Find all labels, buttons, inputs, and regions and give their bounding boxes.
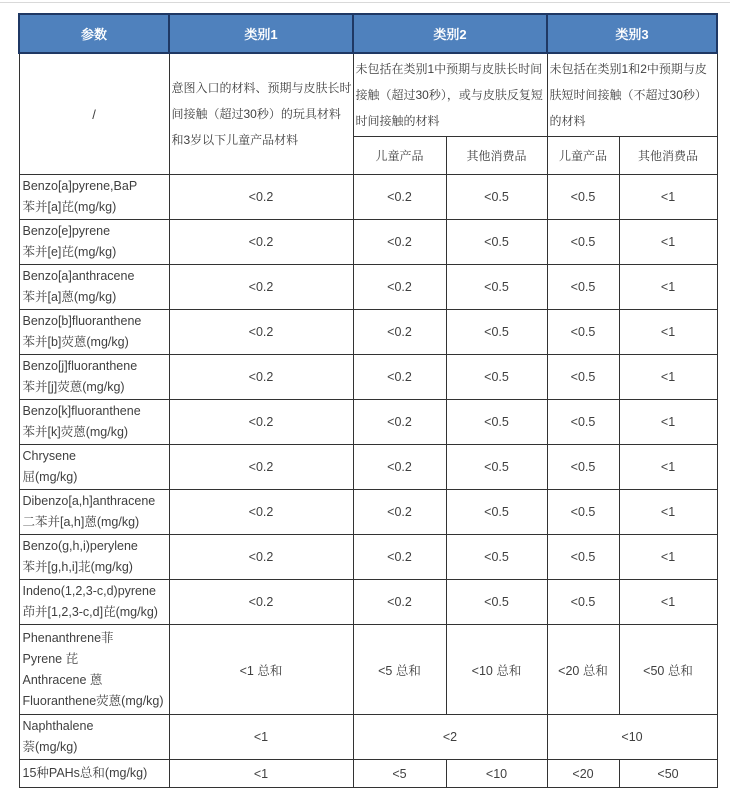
compound-name-cell xyxy=(19,760,169,788)
limit-value-cell: <5 xyxy=(353,760,446,788)
compound-name-line: Benzo[a]pyrene,BaP xyxy=(22,179,138,193)
header-category-3: 类别3 xyxy=(547,14,717,53)
compound-name-line: 二苯并[a,h]蒽(mg/kg) xyxy=(22,515,140,529)
compound-name-cell xyxy=(19,400,169,445)
compound-name-line: 苯并[a]蒽(mg/kg) xyxy=(22,290,117,304)
limit-value-cell: <1 总和 xyxy=(169,625,353,715)
limit-value-cell: <0.5 xyxy=(446,265,547,310)
limit-value-cell: <0.2 xyxy=(169,310,353,355)
limit-value-cell: <1 xyxy=(169,715,353,760)
limit-value-cell: <0.2 xyxy=(169,580,353,625)
compound-name-cell xyxy=(19,715,169,760)
limit-value-cell: <0.5 xyxy=(547,535,619,580)
top-divider xyxy=(0,2,730,3)
limit-value-cell: <0.5 xyxy=(547,310,619,355)
limit-value-cell: <5 总和 xyxy=(353,625,446,715)
category-3-description: 未包括在类别1和2中预期与皮肤短时间接触（不超过30秒）的材料 xyxy=(547,53,717,137)
limit-value-cell: <0.2 xyxy=(169,535,353,580)
table-row xyxy=(19,310,717,355)
limit-value-cell: <0.5 xyxy=(446,400,547,445)
table-row xyxy=(19,535,717,580)
limit-value-cell: <0.2 xyxy=(353,535,446,580)
compound-name-line: Benzo(g,h,i)perylene xyxy=(22,539,138,553)
limit-value-cell: <0.2 xyxy=(169,175,353,220)
compound-name-line: 苯并[k]荧蒽(mg/kg) xyxy=(22,425,129,439)
compound-name-line: 苯并[g,h,i]苝(mg/kg) xyxy=(22,560,133,574)
compound-name-line: 萘(mg/kg) xyxy=(22,740,78,754)
compound-name-cell xyxy=(19,445,169,490)
limit-value-cell: <20 总和 xyxy=(547,625,619,715)
compound-name-line: Dibenzo[a,h]anthracene xyxy=(22,494,156,508)
limit-value-cell: <0.2 xyxy=(169,265,353,310)
limit-value-cell: <0.5 xyxy=(547,445,619,490)
compound-name-cell xyxy=(19,535,169,580)
header-row xyxy=(19,14,717,53)
subheader-children-products-cat2: 儿童产品 xyxy=(353,137,446,175)
pah-limits-table xyxy=(18,13,718,788)
header-param: 参数 xyxy=(19,14,169,53)
limit-value-cell: <1 xyxy=(619,400,717,445)
table-row xyxy=(19,715,717,760)
limit-value-cell: <0.5 xyxy=(547,265,619,310)
limit-value-cell: <0.2 xyxy=(169,220,353,265)
limit-value-cell: <1 xyxy=(169,760,353,788)
subheader-other-consumer-cat3: 其他消费品 xyxy=(619,137,717,175)
limit-value-cell: <0.5 xyxy=(446,535,547,580)
table-row xyxy=(19,175,717,220)
limit-value-cell: <0.2 xyxy=(353,310,446,355)
limit-value-cell: <0.2 xyxy=(169,490,353,535)
limit-value-cell: <0.2 xyxy=(353,580,446,625)
compound-name-line: Benzo[b]fluoranthene xyxy=(22,314,142,328)
compound-name-line: Fluoranthene荧蒽(mg/kg) xyxy=(22,693,164,708)
table-row xyxy=(19,400,717,445)
limit-value-cell: <1 xyxy=(619,220,717,265)
limit-value-cell: <1 xyxy=(619,580,717,625)
table-row xyxy=(19,220,717,265)
limit-value-cell: <10 xyxy=(547,715,717,760)
limit-value-cell: <0.5 xyxy=(547,220,619,265)
limit-value-cell: <0.5 xyxy=(547,400,619,445)
compound-name-cell xyxy=(19,310,169,355)
compound-name-cell xyxy=(19,625,169,715)
compound-name-line: Chrysene xyxy=(22,449,76,463)
limit-value-cell: <10 xyxy=(446,760,547,788)
limit-value-cell: <1 xyxy=(619,175,717,220)
limit-value-cell: <50 xyxy=(619,760,717,788)
compound-name-line: Benzo[k]fluoranthene xyxy=(22,404,141,418)
compound-name-line: Benzo[a]anthracene xyxy=(22,269,135,283)
limit-value-cell: <1 xyxy=(619,445,717,490)
limit-value-cell: <0.5 xyxy=(446,175,547,220)
table-row xyxy=(19,265,717,310)
limit-value-cell: <0.2 xyxy=(169,400,353,445)
limit-value-cell: <0.2 xyxy=(353,490,446,535)
compound-name-line: 茚并[1,2,3-c,d]芘(mg/kg) xyxy=(22,605,158,619)
table-row xyxy=(19,625,717,715)
limit-value-cell: <0.2 xyxy=(169,355,353,400)
param-placeholder: / xyxy=(19,53,169,175)
compound-name-cell xyxy=(19,175,169,220)
compound-name-line: Phenanthrene菲 xyxy=(22,630,114,645)
limit-value-cell: <1 xyxy=(619,535,717,580)
limit-value-cell: <10 总和 xyxy=(446,625,547,715)
limit-value-cell: <0.5 xyxy=(547,355,619,400)
limit-value-cell: <0.5 xyxy=(446,490,547,535)
limit-value-cell: <0.5 xyxy=(446,445,547,490)
subheader-children-products-cat3: 儿童产品 xyxy=(547,137,619,175)
limit-value-cell: <0.5 xyxy=(446,580,547,625)
limit-value-cell: <1 xyxy=(619,355,717,400)
table-row xyxy=(19,445,717,490)
category-2-description: 未包括在类别1中预期与皮肤长时间接触（超过30秒），或与皮肤反复短时间接触的材料 xyxy=(353,53,547,137)
subheader-other-consumer-cat2: 其他消费品 xyxy=(446,137,547,175)
limit-value-cell: <1 xyxy=(619,490,717,535)
compound-name-cell xyxy=(19,265,169,310)
compound-name-cell xyxy=(19,490,169,535)
limit-value-cell: <0.2 xyxy=(353,445,446,490)
limit-value-cell: <1 xyxy=(619,310,717,355)
limit-value-cell: <0.2 xyxy=(169,445,353,490)
compound-name-line: Pyrene 芘 xyxy=(22,651,79,666)
table-row xyxy=(19,490,717,535)
table-row xyxy=(19,580,717,625)
limit-value-cell: <0.5 xyxy=(547,175,619,220)
limit-value-cell: <0.5 xyxy=(547,490,619,535)
table-row xyxy=(19,355,717,400)
limit-value-cell: <0.2 xyxy=(353,175,446,220)
table-row xyxy=(19,760,717,788)
category-1-description: 意图入口的材料、预期与皮肤长时间接触（超过30秒）的玩具材料和3岁以下儿童产品材料 xyxy=(169,53,353,175)
compound-name-line: 15种PAHs总和(mg/kg) xyxy=(22,766,148,780)
compound-name-line: Naphthalene xyxy=(22,719,94,733)
limit-value-cell: <50 总和 xyxy=(619,625,717,715)
compound-name-line: Anthracene 蒽 xyxy=(22,672,103,687)
compound-name-cell xyxy=(19,355,169,400)
compound-name-line: Benzo[e]pyrene xyxy=(22,224,111,238)
compound-name-line: 苯并[a]芘(mg/kg) xyxy=(22,200,117,214)
description-row xyxy=(19,53,717,137)
limit-value-cell: <2 xyxy=(353,715,547,760)
compound-name-cell xyxy=(19,580,169,625)
limit-value-cell: <0.5 xyxy=(446,220,547,265)
limit-value-cell: <0.5 xyxy=(446,355,547,400)
compound-name-line: Benzo[j]fluoranthene xyxy=(22,359,138,373)
limit-value-cell: <1 xyxy=(619,265,717,310)
limit-value-cell: <0.2 xyxy=(353,400,446,445)
header-category-1: 类别1 xyxy=(169,14,353,53)
limit-value-cell: <20 xyxy=(547,760,619,788)
compound-name-line: 苯并[b]荧蒽(mg/kg) xyxy=(22,335,129,349)
compound-name-line: 苯并[e]芘(mg/kg) xyxy=(22,245,117,259)
limit-value-cell: <0.2 xyxy=(353,265,446,310)
compound-name-line: 屈(mg/kg) xyxy=(22,470,78,484)
limit-value-cell: <0.5 xyxy=(446,310,547,355)
header-category-2: 类别2 xyxy=(353,14,547,53)
limit-value-cell: <0.5 xyxy=(547,580,619,625)
compound-name-line: Indeno(1,2,3-c,d)pyrene xyxy=(22,584,156,598)
compound-name-line: 苯并[j]荧蒽(mg/kg) xyxy=(22,380,125,394)
compound-name-cell xyxy=(19,220,169,265)
limit-value-cell: <0.2 xyxy=(353,220,446,265)
limit-value-cell: <0.2 xyxy=(353,355,446,400)
